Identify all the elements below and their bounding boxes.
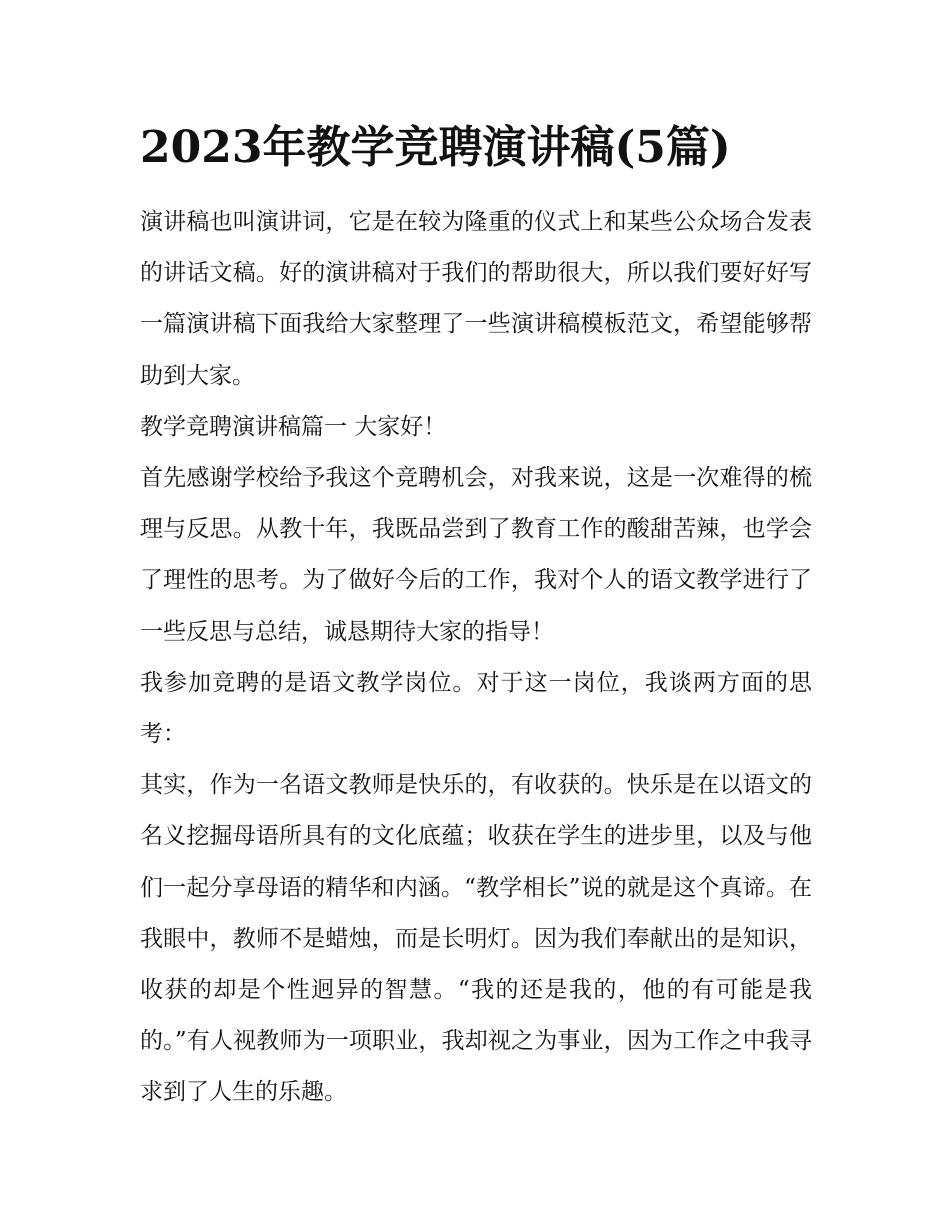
- paragraph-intro: 演讲稿也叫演讲词，它是在较为隆重的仪式上和某些公众场合发表的讲话文稿。好的演讲稿对于我们的帮助很大，所以我们要好好写一篇演讲稿下面我给大家整理了一些演讲稿模板范文，希望能够帮助到大家。: [140, 209, 812, 389]
- paragraph-position: 我参加竞聘的是语文教学岗位。对于这一岗位，我谈两方面的思考：: [140, 669, 812, 748]
- paragraph-thanks: 首先感谢学校给予我这个竞聘机会，对我来说，这是一次难得的梳理与反思。从教十年，我既品尝到了教育工作的酸甜苦辣，也学会了理性的思考。为了做好今后的工作，我对个人的语文教学进行了一些反思与总结，诚恳期待大家的指导！: [140, 465, 812, 645]
- document-body: [140, 197, 812, 1119]
- paragraph-speech-one-heading: 教学竞聘演讲稿篇一 大家好！: [140, 413, 447, 440]
- paragraph-reflection: 其实，作为一名语文教师是快乐的，有收获的。快乐是在以语文的名义挖掘母语所具有的文化底蕴；收获在学生的进步里，以及与他们一起分享母语的精华和内涵。“教学相长”说的就是这个真谛。在我眼中，教师不是蜡烛，而是长明灯。因为我们奉献出的是知识，收获的却是个性迥异的智慧。“我的还是我的，他的有可能是我的。”有人视教师为一项职业，我却视之为事业，因为工作之中我寻求到了人生的乐趣。: [140, 772, 812, 1106]
- document-title: 2023年教学竞聘演讲稿(5篇): [140, 122, 731, 173]
